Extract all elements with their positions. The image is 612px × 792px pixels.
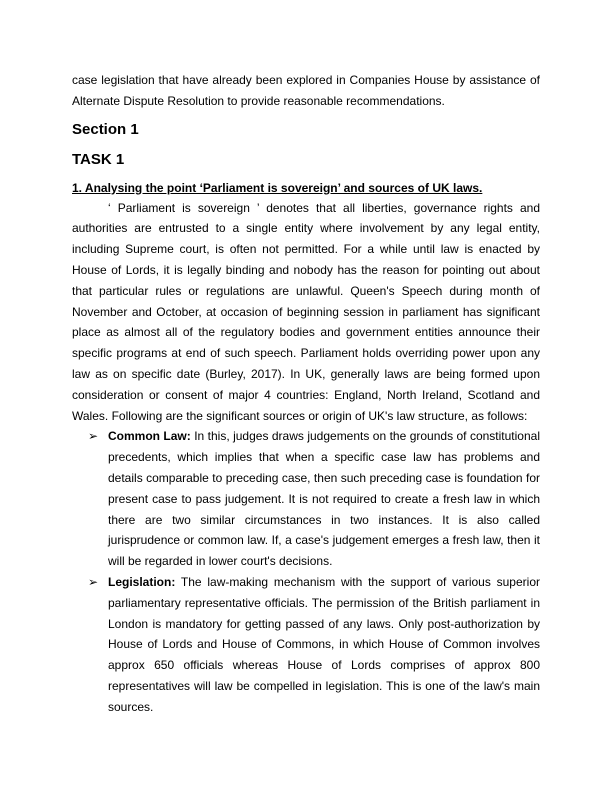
task-title: TASK 1 xyxy=(72,150,125,168)
list-item xyxy=(72,572,540,718)
document-page xyxy=(72,70,540,718)
bullet-term: Common Law: xyxy=(108,429,191,444)
bullet-text: The law-making mechanism with the support of various superior parliamentary representative officials. The permission of the British parliament in London is mandatory for getting passed of any laws. Only post-authorization by House of Lords and House of Commons, in which House of Common involves approx 650 officials whereas House of Lords comprises of approx 800 representatives will law be compelled in legislation. This is one of the law's main sources. xyxy=(108,574,540,714)
subheading: 1. Analysing the point ‘Parliament is sovereign’ and sources of UK laws. xyxy=(72,180,483,195)
intro-paragraph: case legislation that have already been explored in Companies House by assistance of Alternate Dispute Resolution to provide reasonable recommendations. xyxy=(72,73,540,108)
bullet-text: In this, judges draws judgements on the grounds of constitutional precedents, which implies that when a specific case law has problems and details comparable to preceding case, then such preceding case is foundation for present case to pass judgement. It is not required to create a fresh law in which there are two similar circumstances in two instances. It is also called jurisprudence or common law. If, a case's judgement emerges a fresh law, then it will be regarded in lower court's decisions. xyxy=(108,429,540,569)
list-item xyxy=(72,426,540,572)
body-paragraph: ‘ Parliament is sovereign ’ denotes that all liberties, governance rights and authorities are entrusted to a single entity where involvement by any legal entity, including Supreme court, is often not permitted. For a while until law is enacted by House of Lords, it is legally binding and nobody has the reason for pointing out about that particular rules or regulations are unlawful. Queen's Speech during month of November and October, at occasion of beginning session in parliament has significant place as almost all of the regulatory bodies and government entities announce their specific programs at end of such speech. Parliament holds overriding power upon any law as on specific date (Burley, 2017). In UK, generally laws are being formed upon consideration or consent of major 4 countries: England, North Ireland, Scotland and Wales. Following are the significant sources or origin of UK's law structure, as follows: xyxy=(72,200,540,423)
arrowhead-bullet-icon: ➢ xyxy=(88,429,99,444)
sources-list xyxy=(72,426,540,717)
arrowhead-bullet-icon: ➢ xyxy=(88,574,99,589)
section-title: Section 1 xyxy=(72,120,139,138)
bullet-term: Legislation: xyxy=(108,574,176,589)
